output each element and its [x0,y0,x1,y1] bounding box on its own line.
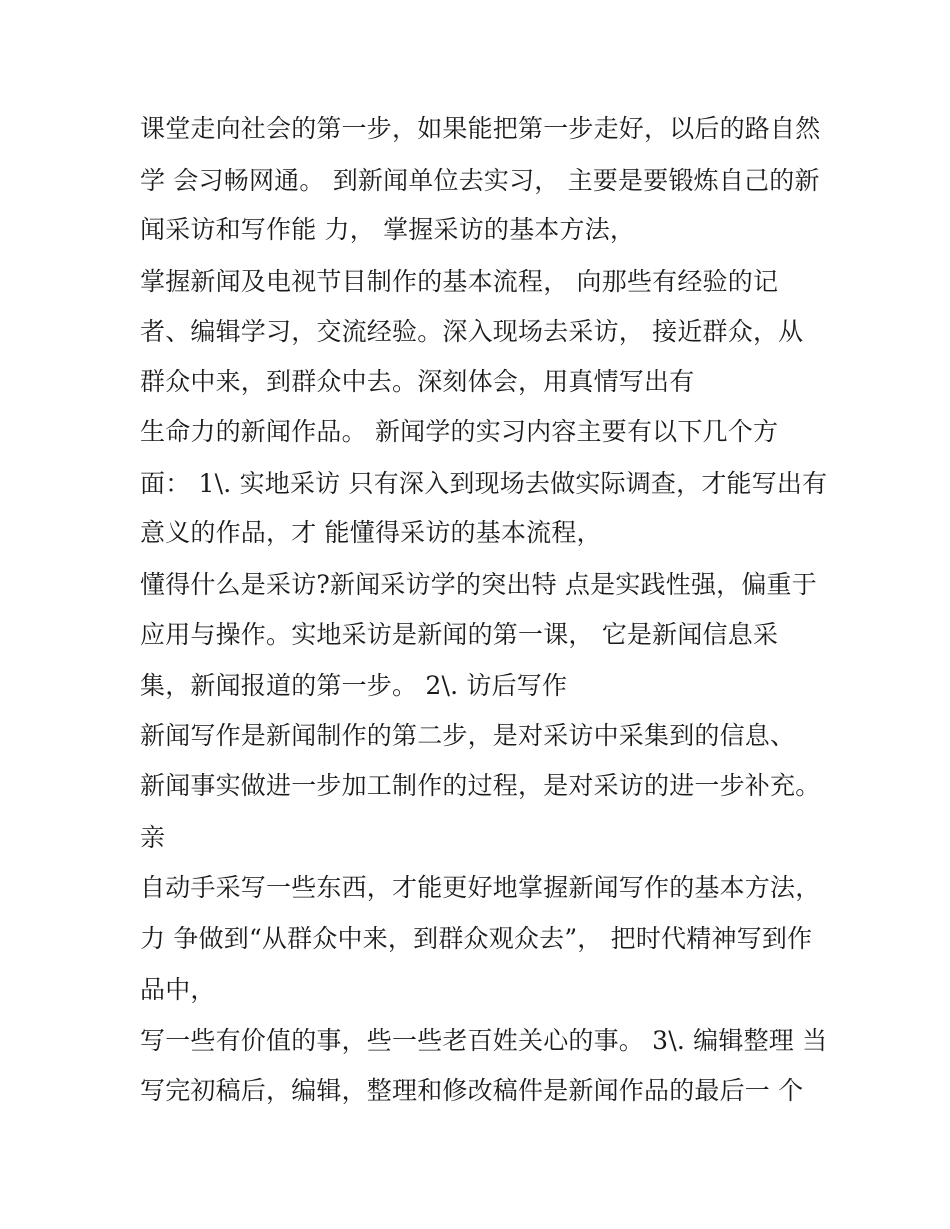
text-line: 掌握新闻及电视节目制作的基本流程， 向那些有经验的记 [140,267,779,296]
text-line: 生命力的新闻作品。 新闻学的实习内容主要有以下几个方 [140,417,779,446]
text-line: 应用与操作。实地采访是新闻的第一课， 它是新闻信息采 [140,620,779,649]
text-line: 懂得什么是采访?新闻采访学的突出特 点是实践性强，偏重于 [140,570,817,599]
text-line: 品中， [140,975,216,1004]
text-line: 者、编辑学习，交流经验。深入现场去采访， 接近群众，从 [140,317,804,346]
text-line: 新闻事实做进一步加工制作的过程，是对采访的进一步补充。 [140,771,821,800]
text-line: 自动手采写一些东西，才能更好地掌握新闻写作的基本方法， [140,873,821,902]
text-line: 写一些有价值的事，些一些老百姓关心的事。 3\. 编辑整理 当 [140,1026,828,1055]
text-line: 学 会习畅网通。 到新闻单位去实习， 主要是要锻炼自己的新 [140,166,820,195]
text-line: 新闻写作是新闻制作的第二步，是对采访中采集到的信息、 [140,721,796,750]
text-line: 面： 1\. 实地采访 只有深入到现场去做实际调查，才能写出有 [140,469,828,498]
text-line: 写完初稿后，编辑，整理和修改稿件是新闻作品的最后一 个 [140,1076,804,1105]
text-line: 亲 [140,823,166,852]
text-line: 意义的作品，才 能懂得采访的基本流程， [140,518,602,547]
text-line: 闻采访和写作能 力， 掌握采访的基本方法， [140,215,636,244]
text-line: 群众中来，到群众中去。深刻体会，用真情写出有 [140,367,695,396]
text-line: 集，新闻报道的第一步。 2\. 访后写作 [140,671,568,700]
text-line: 课堂走向社会的第一步，如果能把第一步走好，以后的路自然 [140,114,821,143]
text-line: 力 争做到“从群众中来，到群众观众去”， 把时代精神写到作 [140,924,813,953]
